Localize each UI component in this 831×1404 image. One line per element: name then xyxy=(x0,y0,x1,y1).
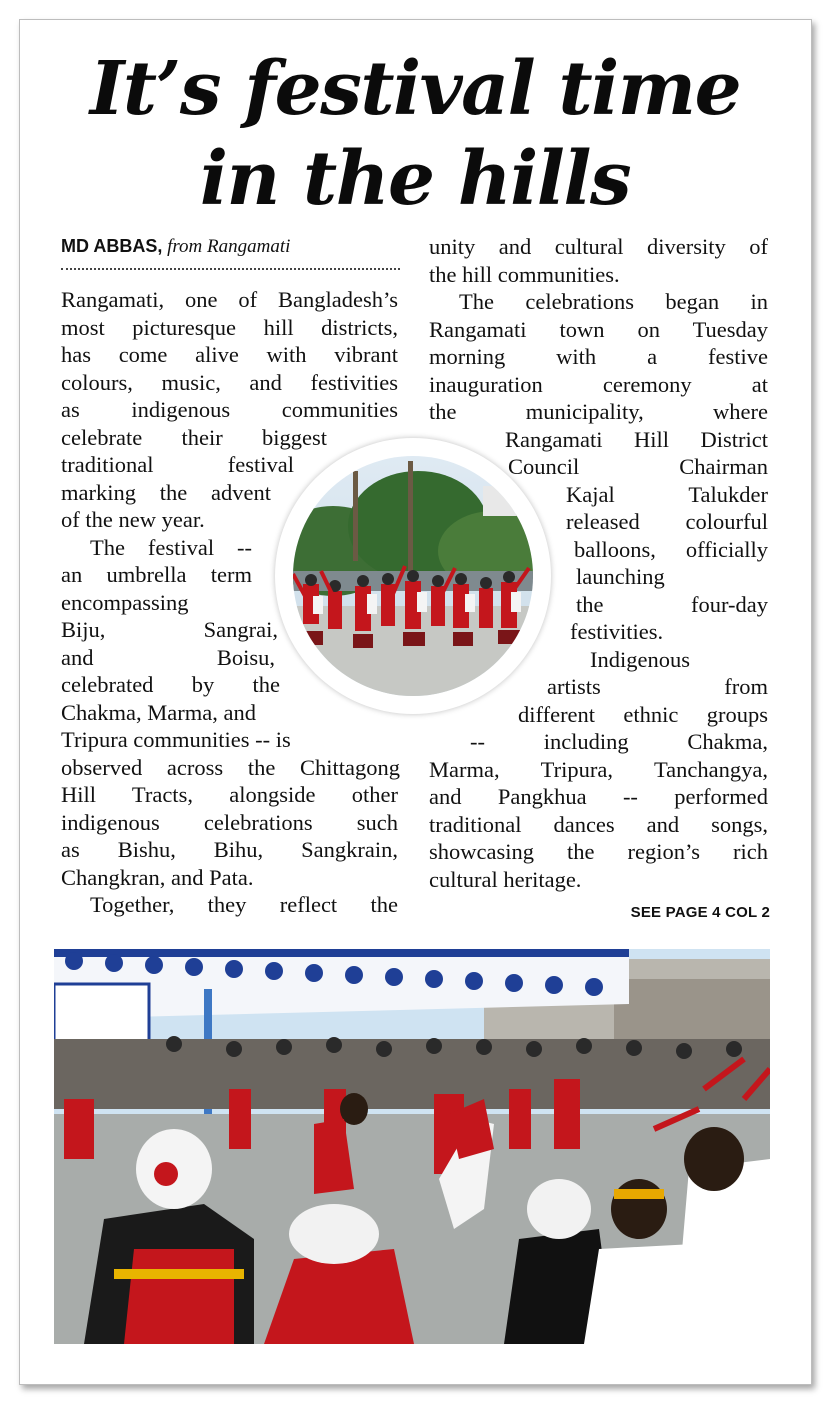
byline xyxy=(61,234,401,259)
col1-line: indigenous celebrations such xyxy=(61,809,398,835)
inset-photo-frame xyxy=(275,438,551,714)
col2-line: showcasing the region’s rich xyxy=(429,839,768,864)
headline-line-2: in the hills xyxy=(199,136,631,222)
col1-line: Hill Tracts, alongside other xyxy=(61,782,398,807)
col1-line: traditional festival xyxy=(61,452,294,477)
col2-line: released colourful xyxy=(566,509,768,534)
col1-line: Changkran, and Pata. xyxy=(61,864,254,890)
col1-line: and Boisu, xyxy=(61,644,275,670)
col2-line: Rangamati town on Tuesday xyxy=(429,316,768,342)
col1-line: The festival -- xyxy=(90,534,252,560)
col1-line: Chakma, Marma, and xyxy=(61,699,256,725)
col2-line: the four-day xyxy=(576,591,768,617)
byline-location: from Rangamati xyxy=(167,236,291,257)
col2-line: -- including Chakma, xyxy=(470,729,768,754)
col1-line: an umbrella term xyxy=(61,562,252,587)
col2-line: unity and cultural diversity of xyxy=(429,234,768,259)
col1-line: marking the advent xyxy=(61,479,271,505)
col1-line: encompassing xyxy=(61,589,189,615)
col2-line: traditional dances and songs, xyxy=(429,811,768,837)
inset-photo xyxy=(293,456,533,696)
col2-line: festivities. xyxy=(570,619,664,644)
col2-line: launching xyxy=(576,564,665,589)
col1-line: Tripura communities -- is xyxy=(61,727,291,752)
col1-line: Biju, Sangrai, xyxy=(61,617,278,642)
col1-line: celebrated by the xyxy=(61,672,280,697)
col1-line: colours, music, and festivities xyxy=(61,369,398,395)
byline-divider xyxy=(61,268,400,270)
col2-line: and Pangkhua -- performed xyxy=(429,784,768,809)
col2-line: Rangamati Hill District xyxy=(505,426,768,452)
col1-line: observed across the Chittagong xyxy=(61,754,400,780)
col2-line: Marma, Tripura, Tanchangya, xyxy=(429,756,768,782)
col2-line: The celebrations began in xyxy=(459,289,768,314)
col2-line: Kajal Talukder xyxy=(566,481,768,507)
byline-author: MD ABBAS, xyxy=(61,236,163,256)
col2-line: Indigenous xyxy=(590,646,690,672)
headline-line-1: It’s festival time xyxy=(89,46,741,132)
col1-line: Rangamati, one of Bangladesh’s xyxy=(61,287,398,312)
col2-line: different ethnic groups xyxy=(518,701,768,727)
col1-line: as Bishu, Bihu, Sangkrain, xyxy=(61,837,398,862)
col2-line: inauguration ceremony at xyxy=(429,371,768,397)
col1-line: Together, they reflect the xyxy=(90,892,398,917)
headline xyxy=(20,44,810,224)
col2-line: the hill communities. xyxy=(429,261,620,287)
col1-line: has come alive with vibrant xyxy=(61,342,398,367)
col1-line: most picturesque hill districts, xyxy=(61,314,398,340)
continuation-note: SEE PAGE 4 COL 2 xyxy=(630,904,770,921)
col2-line: morning with a festive xyxy=(429,344,768,369)
col1-line: of the new year. xyxy=(61,507,205,532)
inset-photo-illustration xyxy=(293,456,533,696)
col1-line: celebrate their biggest xyxy=(61,424,327,450)
col2-line: balloons, officially xyxy=(574,536,768,562)
col1-line: as indigenous communities xyxy=(61,397,398,422)
col2-line: cultural heritage. xyxy=(429,866,582,892)
col2-line: the municipality, where xyxy=(429,399,768,424)
col2-line: Council Chairman xyxy=(508,454,768,479)
festival-photo-illustration xyxy=(54,949,770,1344)
festival-photo xyxy=(54,949,770,1344)
col2-line: artists from xyxy=(547,674,768,699)
